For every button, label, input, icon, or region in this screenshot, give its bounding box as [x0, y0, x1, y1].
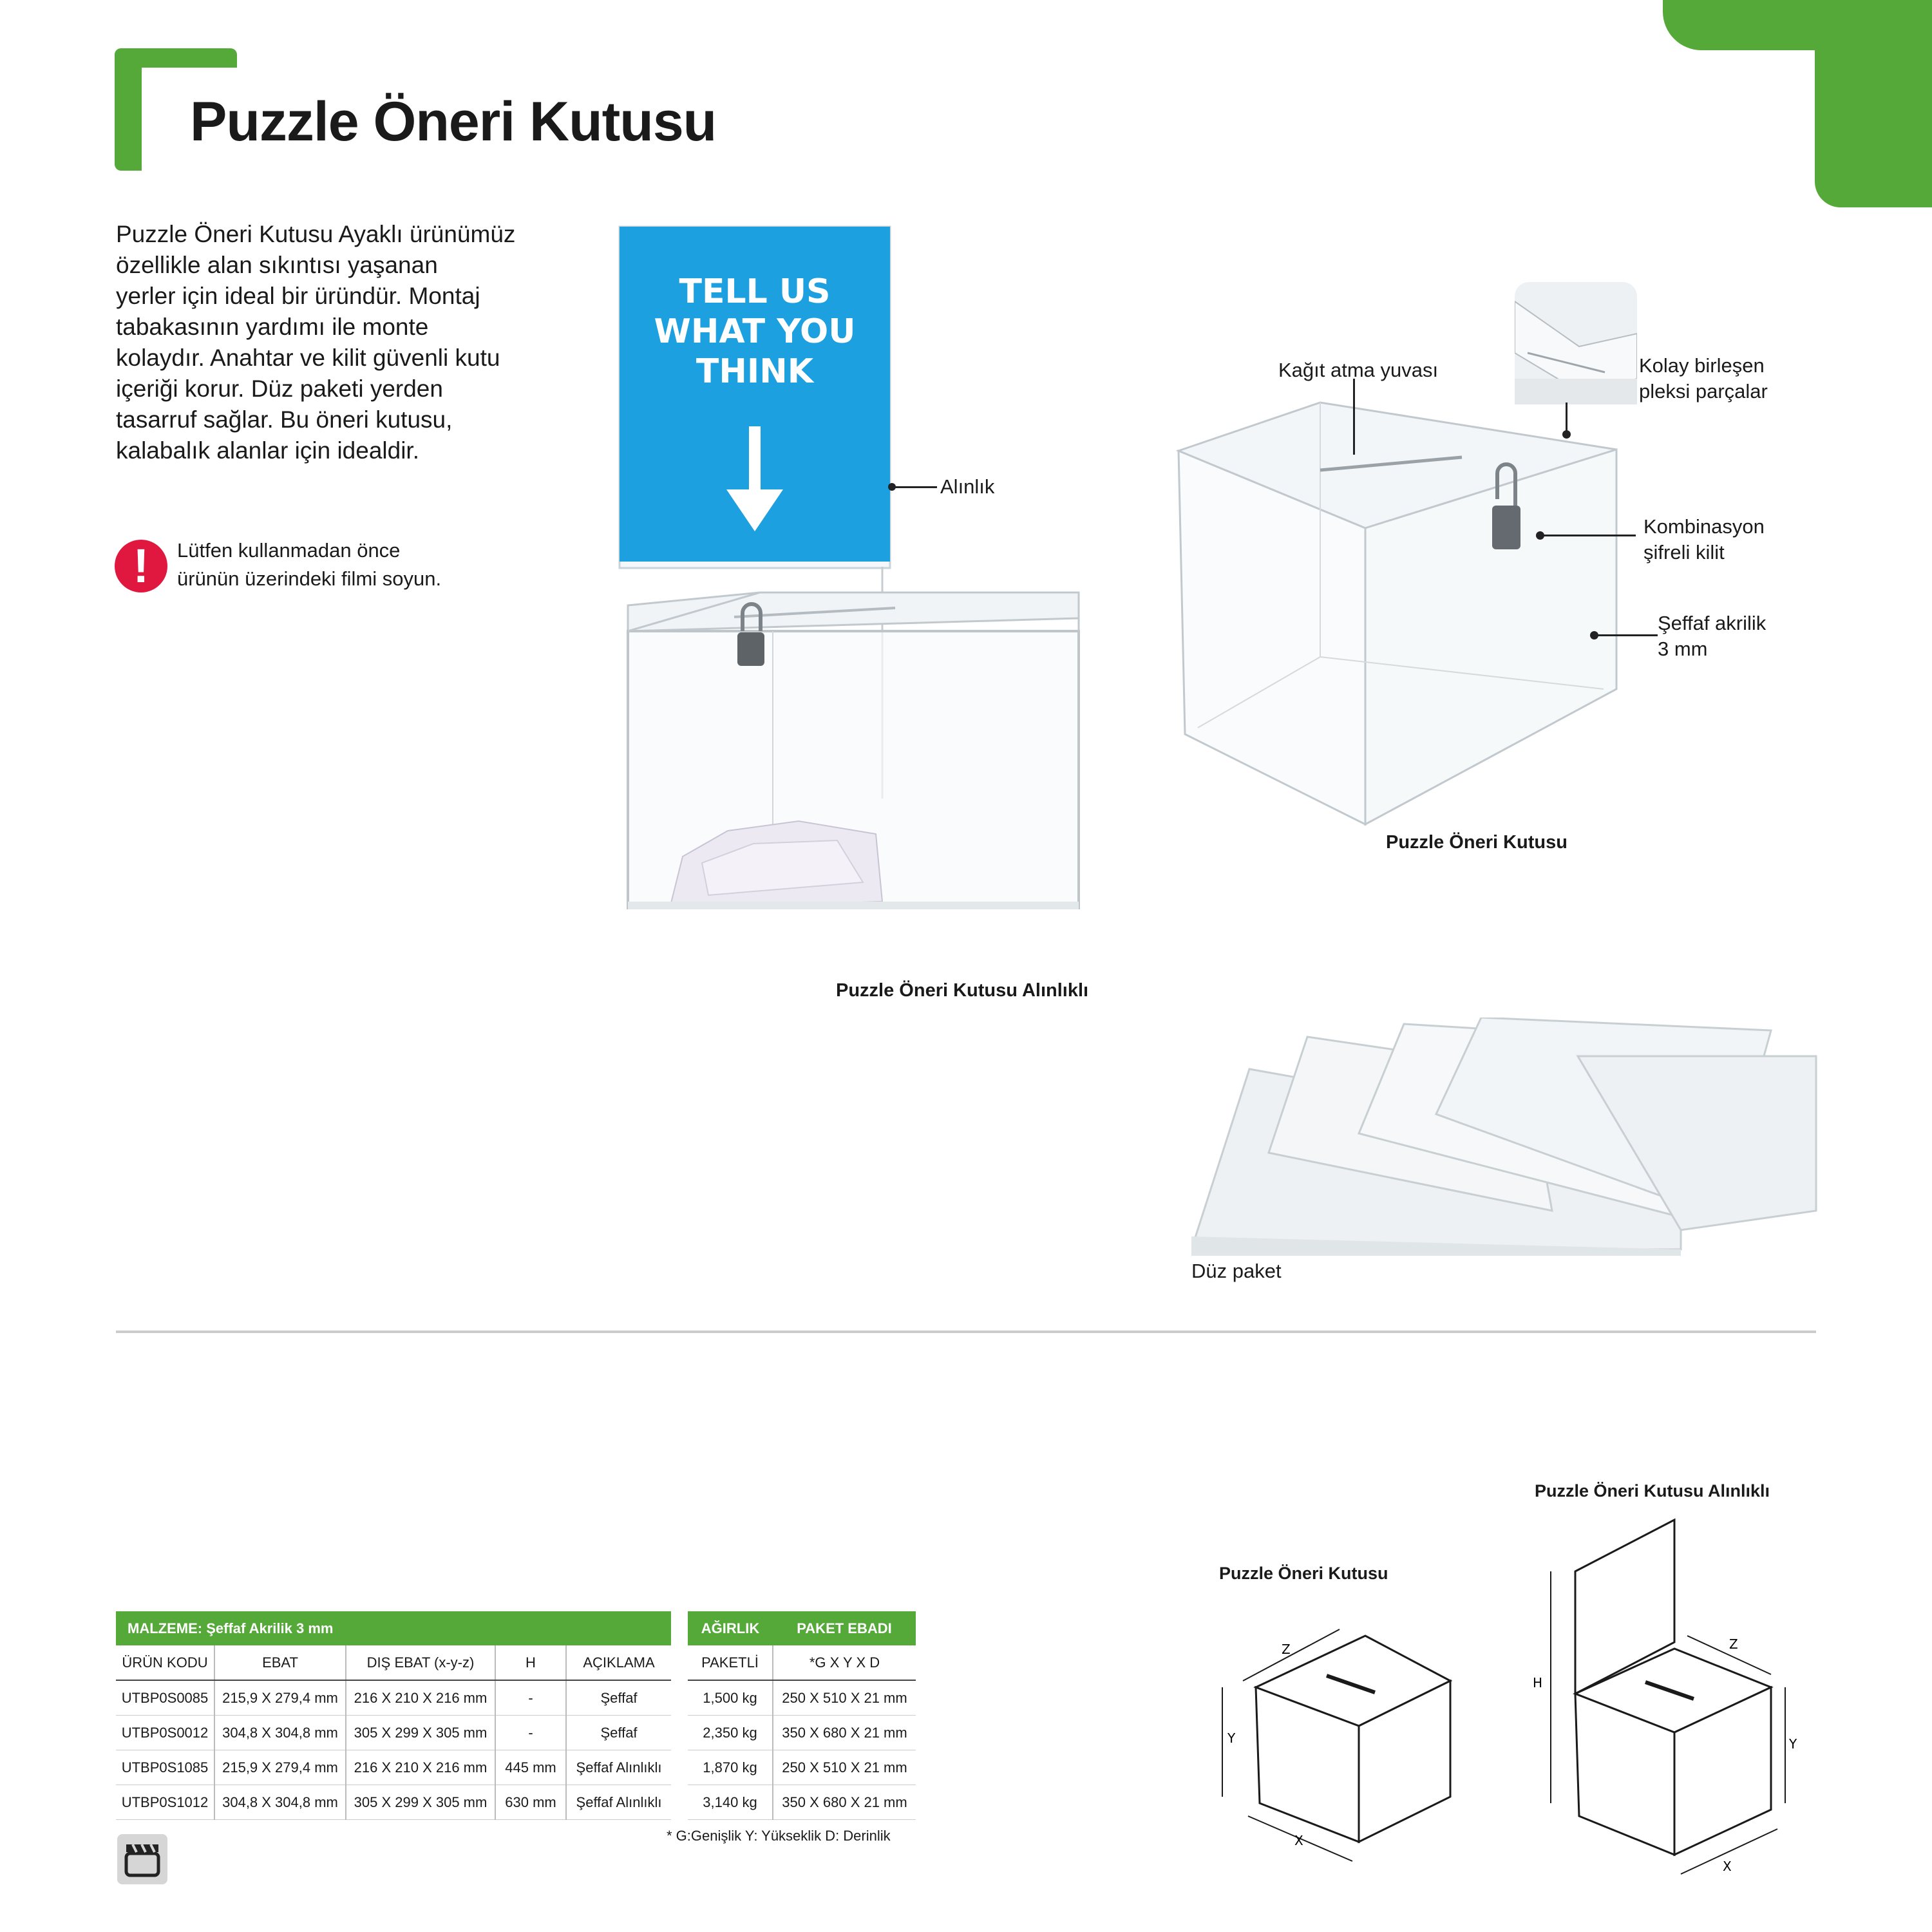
- sign-line: WHAT YOU: [654, 312, 856, 351]
- cell-size: 215,9 X 279,4 mm: [214, 1680, 346, 1716]
- page-title: Puzzle Öneri Kutusu: [190, 91, 717, 153]
- combination-lock-icon: [1492, 506, 1520, 549]
- padlock-icon: [737, 632, 764, 666]
- cell-outer: 216 X 210 X 216 mm: [346, 1750, 495, 1785]
- callout-lock-line: Kombinasyon: [1643, 515, 1765, 538]
- cell-package: 350 X 680 X 21 mm: [773, 1785, 916, 1820]
- cell-package: 250 X 510 X 21 mm: [773, 1750, 916, 1785]
- cell-outer: 305 X 299 X 305 mm: [346, 1785, 495, 1820]
- callout-dot: [1590, 631, 1598, 639]
- cell-desc: Şeffaf: [566, 1680, 671, 1716]
- table-row: [116, 1750, 916, 1785]
- cell-code: UTBP0S1085: [116, 1750, 214, 1785]
- callout-alinlik: Alınlık: [940, 475, 995, 498]
- col-dis-ebat: DIŞ EBAT (x-y-z): [346, 1645, 495, 1680]
- dim-x: X: [1723, 1859, 1732, 1874]
- col-paketli: PAKETLİ: [688, 1645, 773, 1680]
- table-package-header: PAKET EBADI: [773, 1611, 916, 1645]
- table-footnote: * G:Genişlik Y: Yükseklik D: Derinlik: [667, 1828, 891, 1844]
- intro-line: kolaydır. Anahtar ve kilit güvenli kutu: [116, 345, 500, 371]
- box-with-header-illustration: [605, 219, 1159, 979]
- table-weight-header: AĞIRLIK: [688, 1611, 773, 1645]
- col-ebat: EBAT: [214, 1645, 346, 1680]
- col-urun-kodu: ÜRÜN KODU: [116, 1645, 214, 1680]
- cell-package: 350 X 680 X 21 mm: [773, 1716, 916, 1750]
- cell-outer: 216 X 210 X 216 mm: [346, 1680, 495, 1716]
- col-aciklama: AÇIKLAMA: [566, 1645, 671, 1680]
- cell-weight: 1,500 kg: [688, 1680, 773, 1716]
- section-divider: [116, 1331, 1816, 1333]
- sign-line: TELL US: [679, 272, 831, 311]
- intro-line: Puzzle Öneri Kutusu Ayaklı ürünümüz: [116, 221, 516, 247]
- cell-h: -: [495, 1716, 566, 1750]
- cell-code: UTBP0S0085: [116, 1680, 214, 1716]
- spec-table: [116, 1611, 916, 1820]
- callout-dot: [888, 483, 896, 491]
- intro-line: tasarruf sağlar. Bu öneri kutusu,: [116, 406, 453, 433]
- cell-weight: 2,350 kg: [688, 1716, 773, 1750]
- col-gxyxd: *G X Y X D: [773, 1645, 916, 1680]
- callout-acrylic-line: 3 mm: [1658, 638, 1708, 660]
- cell-code: UTBP0S0012: [116, 1716, 214, 1750]
- sign-line: THINK: [696, 352, 814, 391]
- diagram-title-header: Puzzle Öneri Kutusu Alınlıklı: [1535, 1481, 1770, 1501]
- dim-h: H: [1533, 1675, 1543, 1690]
- cell-h: 630 mm: [495, 1785, 566, 1820]
- callout-lock-line: şifreli kilit: [1643, 541, 1725, 564]
- dim-y: Y: [1227, 1730, 1236, 1746]
- clapperboard-icon: [117, 1834, 167, 1884]
- cell-desc: Şeffaf Alınlıklı: [566, 1785, 671, 1820]
- dim-y: Y: [1789, 1736, 1797, 1752]
- callout-line: [1593, 634, 1658, 636]
- intro-line: içeriği korur. Düz paketi yerden: [116, 375, 443, 402]
- callout-line: [1353, 379, 1355, 455]
- cell-size: 215,9 X 279,4 mm: [214, 1750, 346, 1785]
- exclamation-icon: [115, 540, 167, 592]
- table-row: [116, 1716, 916, 1750]
- callout-dot: [1562, 430, 1571, 439]
- warning-line: ürünün üzerindeki filmi soyun.: [177, 567, 442, 590]
- caption-flat-pack: Düz paket: [1191, 1260, 1282, 1282]
- dim-x: X: [1294, 1833, 1303, 1848]
- callout-line: [891, 486, 937, 488]
- table-row: [116, 1680, 916, 1716]
- callout-slot: Kağıt atma yuvası: [1278, 359, 1439, 381]
- cell-size: 304,8 X 304,8 mm: [214, 1716, 346, 1750]
- intro-line: kalabalık alanlar için idealdir.: [116, 437, 419, 464]
- cell-code: UTBP0S1012: [116, 1785, 214, 1820]
- intro-paragraph: [116, 219, 554, 466]
- intro-line: yerler için ideal bir üründür. Montaj: [116, 283, 480, 309]
- cell-weight: 3,140 kg: [688, 1785, 773, 1820]
- cell-package: 250 X 510 X 21 mm: [773, 1680, 916, 1716]
- dim-z: Z: [1729, 1636, 1738, 1652]
- box-dimension-diagram: [1211, 1597, 1468, 1893]
- caption-box: Puzzle Öneri Kutusu: [1386, 832, 1567, 853]
- callout-acrylic: [1658, 611, 1766, 662]
- puzzle-pieces-closeup: [1515, 282, 1637, 404]
- flat-pack-illustration: [1191, 1018, 1823, 1256]
- cell-desc: Şeffaf Alınlıklı: [566, 1750, 671, 1785]
- table-row: [116, 1785, 916, 1820]
- cell-desc: Şeffaf: [566, 1716, 671, 1750]
- callout-acrylic-line: Şeffaf akrilik: [1658, 612, 1766, 634]
- warning-text: [177, 536, 538, 593]
- cell-outer: 305 X 299 X 305 mm: [346, 1716, 495, 1750]
- header-box-dimension-diagram: [1533, 1494, 1803, 1887]
- col-h: H: [495, 1645, 566, 1680]
- caption-box-with-header: Puzzle Öneri Kutusu Alınlıklı: [836, 980, 1089, 1001]
- table-material-header: MALZEME: Şeffaf Akrilik 3 mm: [116, 1611, 671, 1645]
- callout-pieces-line: pleksi parçalar: [1639, 380, 1768, 402]
- dim-z: Z: [1282, 1642, 1291, 1657]
- callout-pieces-line: Kolay birleşen: [1639, 354, 1765, 377]
- cell-h: -: [495, 1680, 566, 1716]
- intro-line: tabakasının yardımı ile monte: [116, 314, 429, 340]
- cell-size: 304,8 X 304,8 mm: [214, 1785, 346, 1820]
- diagram-title-box: Puzzle Öneri Kutusu: [1219, 1564, 1388, 1583]
- callout-pieces: [1639, 353, 1768, 404]
- callout-lock: [1643, 514, 1765, 565]
- corner-tab-decoration-vertical: [1815, 0, 1932, 207]
- cell-h: 445 mm: [495, 1750, 566, 1785]
- intro-line: özellikle alan sıkıntısı yaşanan: [116, 252, 438, 278]
- callout-dot: [1536, 531, 1544, 540]
- callout-line: [1539, 535, 1636, 536]
- warning-line: Lütfen kullanmadan önce: [177, 539, 401, 562]
- cell-weight: 1,870 kg: [688, 1750, 773, 1785]
